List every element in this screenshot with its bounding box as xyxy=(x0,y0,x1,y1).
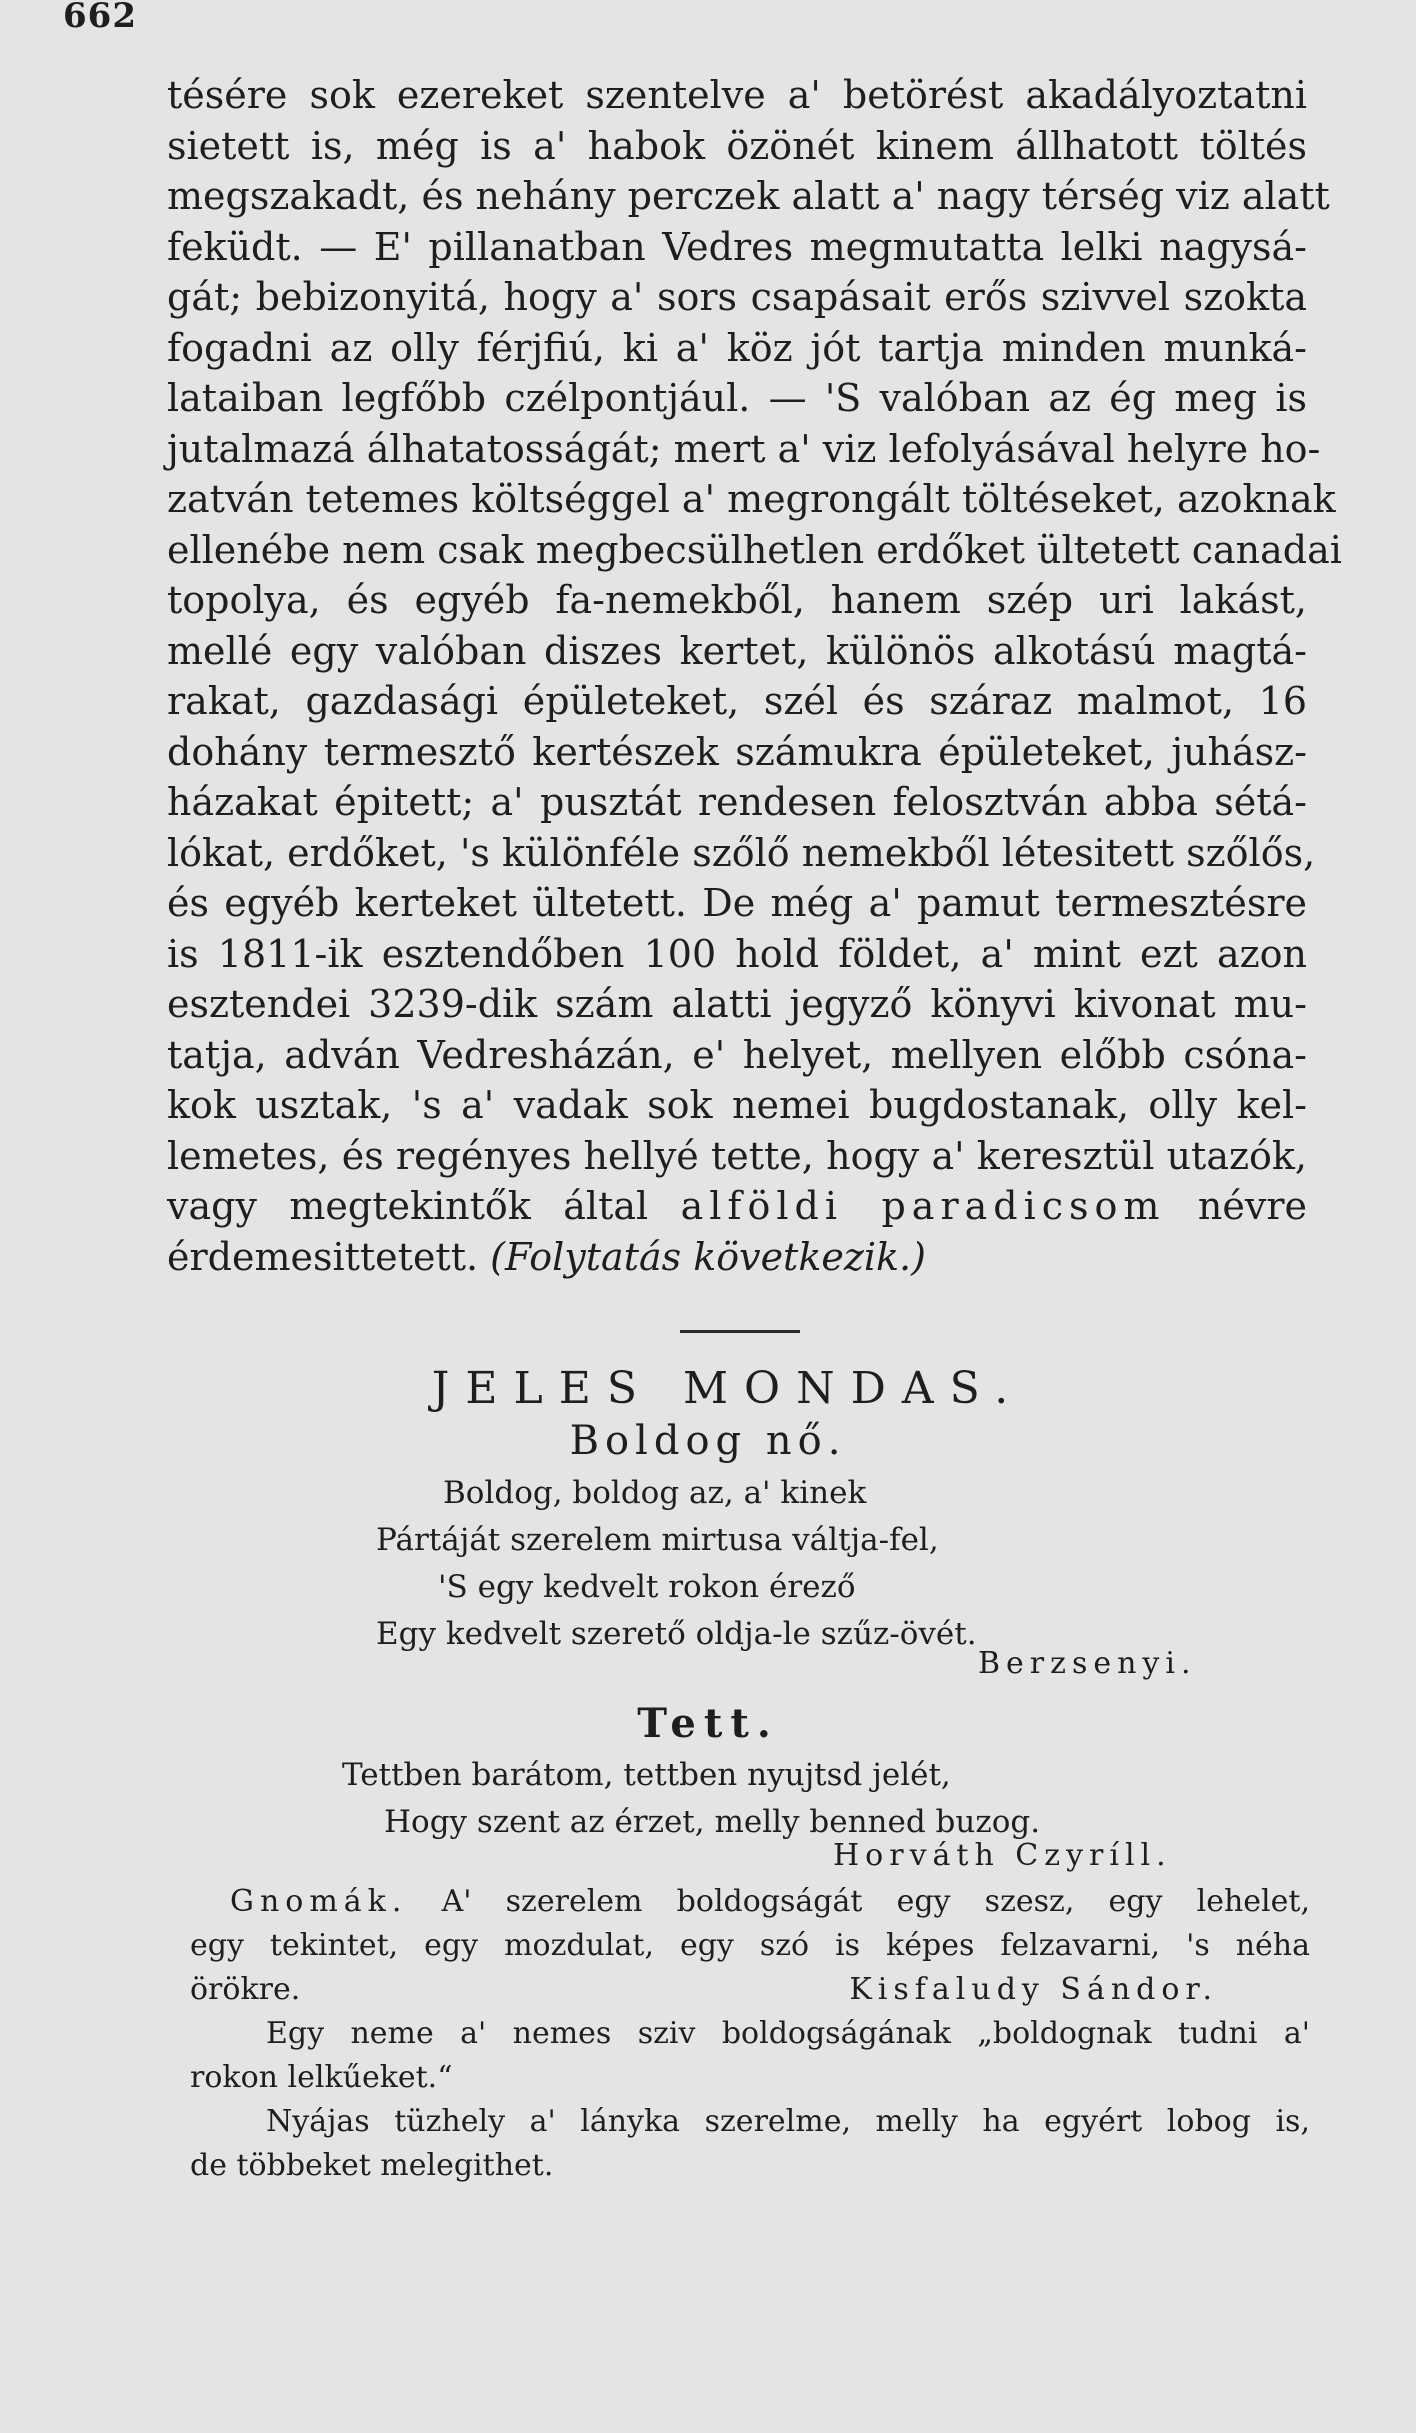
text-line: megszakadt, és nehány perczek alatt a' nagy térség viz alatt xyxy=(167,174,1330,218)
poem-line: 'S egy kedvelt rokon érező xyxy=(438,1569,856,1605)
poem-title: Boldog nő. xyxy=(569,1418,847,1464)
text-line: ellenébe nem csak megbecsülhetlen erdőket ültetett canadai xyxy=(167,527,1342,572)
text-line: tésére sok ezereket szentelve a' betörést akadályoztatni xyxy=(167,73,1307,117)
text-fragment: örökre. xyxy=(190,1972,301,2007)
text-line xyxy=(190,1968,1310,2012)
section-heading: JELES MONDAS. xyxy=(431,1363,1025,1414)
text-fragment: A' szerelem boldogságát egy szesz, egy lehelet, xyxy=(441,1884,1310,1919)
text-line: gát; bebizonyitá, hogy a' sors csapásait erős szivvel szokta xyxy=(167,275,1307,319)
text-line xyxy=(167,1181,1307,1232)
text-line: topolya, és egyéb fa-nemekből, hanem szép uri lakást, xyxy=(167,578,1307,622)
text-line: kok usztak, 's a' vadak sok nemei bugdostanak, olly kel- xyxy=(167,1083,1307,1127)
text-line: sietett is, még is a' habok özönét kinem állhatott töltés xyxy=(167,123,1307,168)
poem-author: Berzsenyi. xyxy=(978,1646,1197,1681)
text-line: Nyájas tüzhely a' lányka szerelme, melly ha egyért lobog is, xyxy=(266,2104,1310,2139)
quote-paragraph xyxy=(190,2100,1310,2188)
text-line: esztendei 3239-dik szám alatti jegyző könyvi kivonat mu- xyxy=(167,982,1307,1026)
text-line: feküdt. — E' pillanatban Vedres megmutatta lelki nagysá- xyxy=(167,224,1307,269)
main-article-text xyxy=(167,70,1342,1282)
text-line: dohány termesztő kertészek számukra épületeket, juhász- xyxy=(167,729,1307,774)
text-line: tatja, adván Vedresházán, e' helyet, mellyen előbb csóna- xyxy=(167,1032,1307,1077)
spaced-emphasis: alföldi paradicsom xyxy=(680,1184,1166,1228)
text-line: rokon lelkűeket.“ xyxy=(190,2060,453,2095)
text-line: Egy neme a' nemes sziv boldogságának „boldognak tudni a' xyxy=(266,2016,1310,2051)
text-line: házakat épitett; a' pusztát rendesen felosztván abba sétá- xyxy=(167,780,1307,824)
text-line xyxy=(167,1232,1307,1283)
poem-line: Boldog, boldog az, a' kinek xyxy=(443,1475,867,1511)
poem-title: Tett. xyxy=(637,1700,779,1747)
text-line: zatván tetemes költséggel a' megrongált töltéseket, azoknak xyxy=(167,477,1336,521)
poem xyxy=(0,1470,1416,1658)
poem xyxy=(0,1752,1416,1846)
text-line: lataiban legfőbb czélpontjául. — 'S valóban az ég meg is xyxy=(167,376,1307,420)
text-line: de többeket melegithet. xyxy=(190,2148,554,2183)
poem-author: Horváth Czyríll. xyxy=(833,1838,1172,1873)
section-divider xyxy=(680,1330,800,1333)
text-fragment: névre xyxy=(1197,1184,1307,1228)
page-number: 662 xyxy=(63,0,137,36)
text-line: jutalmazá álhatatosságát; mert a' viz lefolyásával helyre ho- xyxy=(167,426,1321,471)
gnomak-paragraph xyxy=(190,1880,1310,2012)
text-fragment: vagy megtekintők által xyxy=(167,1184,649,1228)
gnomak-author: Kisfaludy Sándor. xyxy=(849,1972,1218,2007)
text-fragment: érdemesittetett. xyxy=(167,1234,479,1279)
text-line: és egyéb kerteket ültetett. De még a' pamut termesztésre xyxy=(167,881,1307,925)
gnomak-label: Gnomák. xyxy=(230,1884,408,1919)
text-line: lemetes, és regényes hellyé tette, hogy a' keresztül utazók, xyxy=(167,1133,1307,1178)
text-line: rakat, gazdasági épületeket, szél és száraz malmot, 16 xyxy=(167,679,1307,723)
text-line: mellé egy valóban diszes kertet, különös alkotású magtá- xyxy=(167,628,1307,673)
text-line: egy tekintet, egy mozdulat, egy szó is képes felzavarni, 's néha xyxy=(190,1928,1310,1963)
text-line: fogadni az olly férjfiú, ki a' köz jót tartja minden munká- xyxy=(167,325,1307,370)
poem-line: Hogy szent az érzet, melly benned buzog. xyxy=(384,1804,1041,1840)
continued-note: (Folytatás következik.) xyxy=(490,1234,926,1279)
text-line: lókat, erdőket, 's különféle szőlő nemekből létesitett szőlős, xyxy=(167,830,1316,875)
poem-line: Egy kedvelt szerető oldja-le szűz-övét. xyxy=(376,1616,977,1652)
poem-line: Tettben barátom, tettben nyujtsd jelét, xyxy=(342,1757,951,1793)
poem-line: Pártáját szerelem mirtusa váltja-fel, xyxy=(376,1522,939,1558)
quote-paragraph xyxy=(190,2012,1310,2100)
text-line xyxy=(190,1880,1310,1924)
text-line: is 1811-ik esztendőben 100 hold földet, a' mint ezt azon xyxy=(167,931,1307,976)
